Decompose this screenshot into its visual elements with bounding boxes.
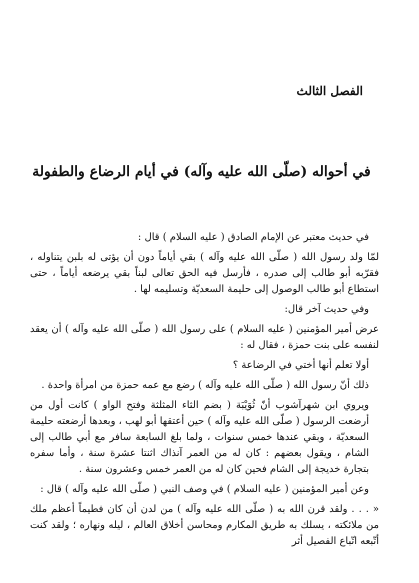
paragraph-6: ذلك أنّ رسول الله ( صلّى الله عليه وآله ) رضع مع عمه حمزة من امرأة واحدة . (41, 380, 369, 391)
paragraph-2: لمّا ولد رسول الله ( صلّى الله عليه وآله ) بقي أياماً دون أن يؤتى له بلبن يتناوله ، فقرّبه أبو طالب إلى صدره ، فأرسل فيه الحق تعالى لبناً بقي يرضعه أياماً ، حتى استطاع أبو طالب الوصول إلى حليمة السعديّة وتسليمه لها . (30, 252, 379, 295)
paragraph-5: أولا تعلم أنها أختي في الرضاعة ؟ (232, 360, 369, 371)
section-title: في أحواله (صلّى الله عليه وآله) في أيام الرضاع والطفولة (32, 164, 371, 180)
paragraph-9: « . . . ولقد قرن الله به ( صلّى الله عليه وآله ) من لدن أن كان فطيماً أعظم ملك من ملائكته ، يسلك به طريق المكارم ومحاسن أخلاق العالم ، ليله ونهاره ؛ ولقد كنت أتّبعه اتّباع الفصيل أثر (30, 504, 379, 547)
paragraph-7: ويروي ابن شهرآشوب أنّ ثُوَيْبَة ( بضم الثاء المثلثة وفتح الواو ) كانت أول من أرضعت الرسول ( صلّى الله عليه وآله ) حين أعتقها أبو لهب ، وبعدها أرضعته حليمة السعديّة ، وبقي عندها خمس سنوات ، ولما بلغ السابعة سافر مع أبي طالب إلى الشام ، ويقول بعضهم : كان له من العمر آنذاك اثنتا عشرة سنة ، وأما سفره بتجارة خديجة إلى الشام فحين كان له من العمر خمس وعشرون سنة . (30, 400, 369, 475)
paragraph-1: في حديث معتبر عن الإمام الصادق ( عليه السلام ) قال : (137, 232, 369, 243)
chapter-heading: الفصل الثالث (296, 84, 363, 98)
paragraph-8: وعن أمير المؤمنين ( عليه السلام ) في وصف النبي ( صلّى الله عليه وآله ) قال : (40, 484, 369, 495)
paragraph-3: وفي حديث آخر قال: (284, 304, 369, 315)
paragraph-4: عرض أمير المؤمنين ( عليه السلام ) على رسول الله ( صلّى الله عليه وآله ) أن يعقد لنفسه على بنت حمزة ، فقال له : (30, 324, 379, 351)
body-text (30, 230, 379, 565)
